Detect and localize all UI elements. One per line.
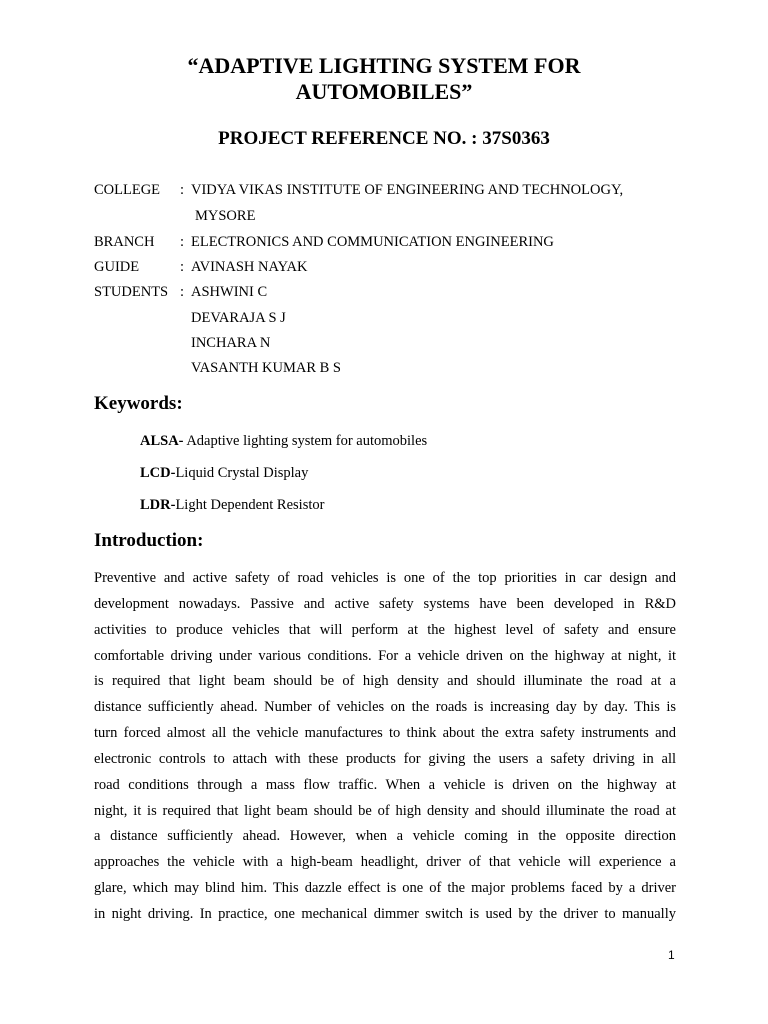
student-name: INCHARA N	[191, 335, 271, 351]
introduction-heading: Introduction:	[94, 530, 204, 551]
keyword-term: LCD-	[140, 465, 176, 481]
college-colon: :	[180, 182, 185, 198]
paragraph-line: Preventive and active safety of road vehicles is one of the top priorities in car design and	[94, 570, 676, 586]
student-name: VASANTH KUMAR B S	[191, 360, 341, 376]
keyword-description: Liquid Crystal Display	[175, 465, 309, 481]
keyword-item	[140, 497, 324, 514]
paragraph-line: activities to produce vehicles that will perform at the highest level of safety and ensure	[94, 621, 676, 638]
introduction-paragraph	[94, 566, 676, 928]
keywords-heading: Keywords:	[94, 393, 183, 414]
paragraph-line: is required that light beam should be of high density and should illuminate the road at a	[94, 673, 676, 690]
document-title-line-2: AUTOMOBILES”	[295, 79, 473, 104]
paragraph-line: road conditions through a mass flow traffic. When a vehicle is driven on the highway at	[94, 776, 676, 793]
keyword-term: ALSA-	[140, 433, 184, 449]
keyword-term: LDR-	[140, 497, 176, 513]
paragraph-line: night, it is required that light beam should be of high density and should illuminate the road at	[94, 802, 676, 819]
student-name: ASHWINI C	[191, 284, 268, 300]
keyword-item	[140, 433, 427, 450]
branch-label: BRANCH	[94, 234, 155, 250]
paragraph-line: development nowadays. Passive and active safety systems have been developed in R&D	[94, 595, 676, 612]
project-reference: PROJECT REFERENCE NO. : 37S0363	[218, 128, 550, 149]
paragraph-line: a distance sufficiently ahead. However, when a vehicle coming in the opposite direction	[94, 828, 676, 845]
college-value: VIDYA VIKAS INSTITUTE OF ENGINEERING AND TECHNOLOGY,	[191, 182, 624, 198]
paragraph-line: electronic controls to attach with these products for giving the users a safety driving in all	[94, 750, 676, 767]
keyword-description: Light Dependent Resistor	[175, 497, 325, 513]
guide-value: AVINASH NAYAK	[191, 259, 308, 275]
branch-colon: :	[180, 234, 185, 250]
branch-value: ELECTRONICS AND COMMUNICATION ENGINEERING	[191, 234, 554, 250]
paragraph-line: distance sufficiently ahead. Number of vehicles on the roads is increasing day by day. This is	[94, 699, 676, 716]
guide-colon: :	[180, 259, 185, 275]
college-value-city: MYSORE	[195, 208, 256, 224]
keyword-item	[140, 465, 308, 482]
paragraph-line: in night driving. In practice, one mechanical dimmer switch is used by the driver to manually	[94, 905, 676, 922]
paragraph-line: glare, which may blind him. This dazzle effect is one of the major problems faced by a driver	[94, 880, 676, 897]
students-label: STUDENTS	[94, 284, 169, 300]
keyword-description: Adaptive lighting system for automobiles	[183, 433, 428, 449]
students-colon: :	[180, 284, 185, 300]
page-number: 1	[668, 948, 675, 962]
document-title-line-1: “ADAPTIVE LIGHTING SYSTEM FOR	[187, 53, 581, 78]
college-label: COLLEGE	[94, 182, 161, 198]
paragraph-line: approaches the vehicle with a high-beam headlight, driver of that vehicle will experience a	[94, 854, 676, 871]
student-name: DEVARAJA S J	[191, 310, 286, 326]
paragraph-line: turn forced almost all the vehicle manufactures to think about the extra safety instruments and	[94, 725, 676, 742]
paragraph-line: comfortable driving under various conditions. For a vehicle driven on the highway at night, it	[94, 647, 676, 664]
guide-label: GUIDE	[94, 259, 140, 275]
